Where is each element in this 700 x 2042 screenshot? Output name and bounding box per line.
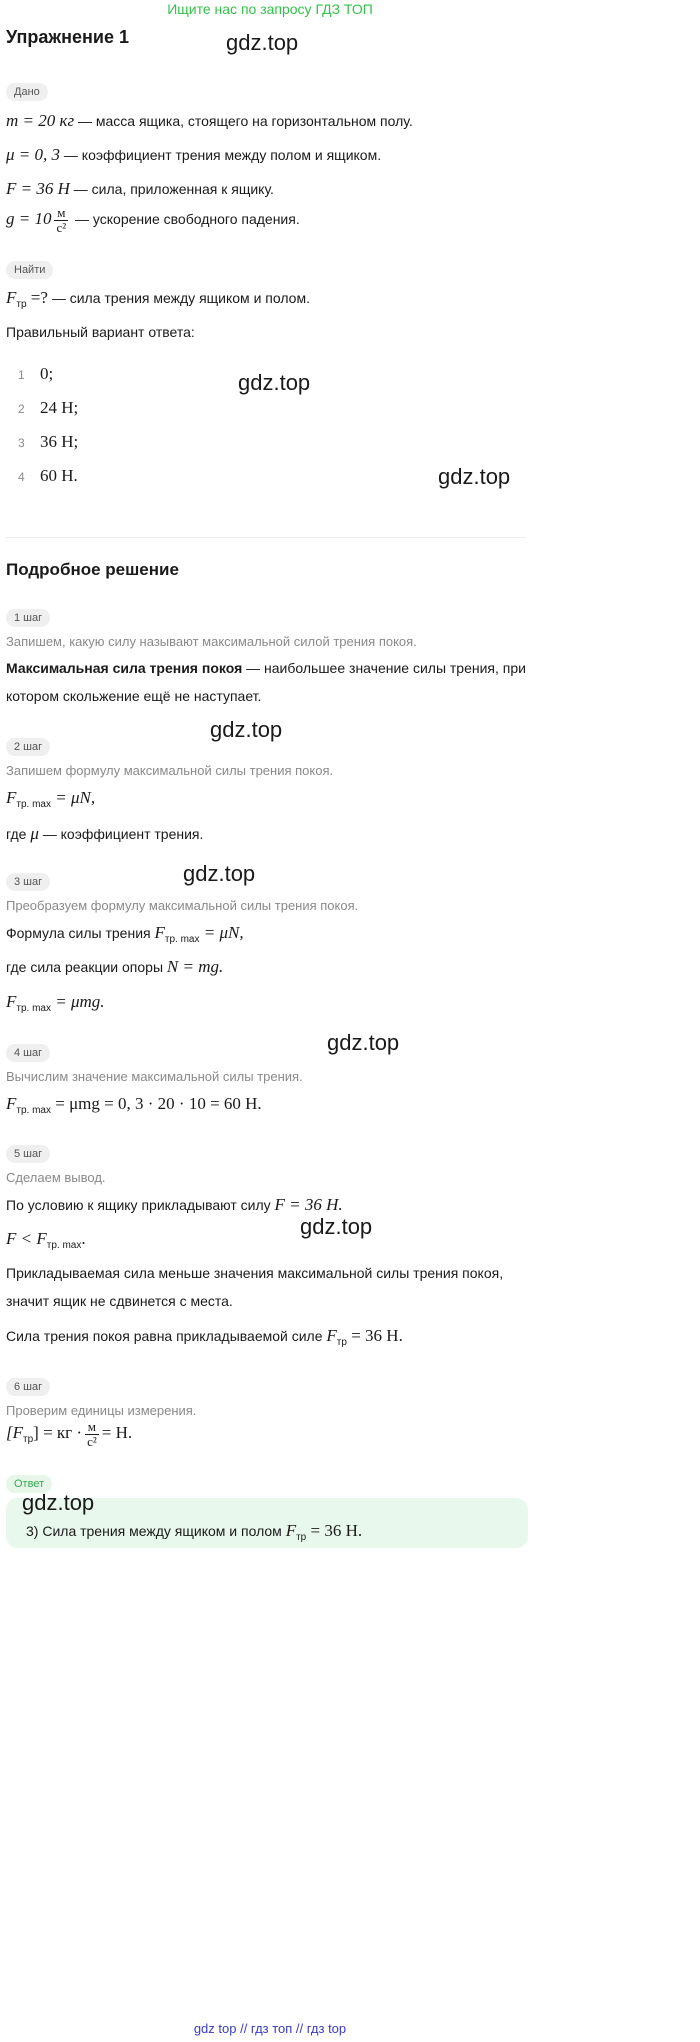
formula-subscript: тр. max: [16, 798, 51, 810]
formula-symbol: F: [154, 923, 165, 942]
footer-links[interactable]: gdz top // гдз топ // гдз top: [193, 2021, 347, 2036]
formula-subscript: тр: [296, 1531, 307, 1543]
unit-fraction: [85, 1420, 99, 1449]
answer-prefix: 3) Сила трения между ящиком и полом: [26, 1523, 286, 1539]
step-pill-label: 1 шаг: [6, 609, 50, 627]
given-formula: μ = 0, 3: [6, 145, 61, 164]
formula-symbol: F: [285, 1521, 297, 1540]
option-text: 24 Н;: [40, 398, 79, 417]
given-item-force: [6, 179, 274, 199]
solution-title: Подробное решение: [6, 560, 179, 579]
step-4-pill: [6, 1043, 50, 1062]
formula-subscript: тр. max: [46, 1239, 82, 1251]
watermark: gdz.top: [183, 861, 256, 886]
page-title: Упражнение 1: [6, 27, 129, 47]
step-2-pill: [6, 737, 50, 756]
watermark: gdz.top: [438, 464, 511, 489]
step-3-pill: [6, 872, 50, 891]
formula-rest: = μmg.: [50, 992, 105, 1011]
step-note: Сделаем вывод.: [6, 1170, 106, 1185]
formula-symbol: F: [6, 788, 17, 807]
option-text: 36 Н;: [40, 432, 79, 451]
option-number: 4: [18, 470, 25, 484]
option-item[interactable]: [18, 364, 53, 384]
given-text: — коэффициент трения между полом и ящиком.: [60, 147, 382, 163]
step-note: Преобразуем формулу максимальной силы трения покоя.: [6, 898, 359, 913]
formula-subscript: тр: [336, 1336, 347, 1348]
given-item-gravity: [6, 206, 300, 235]
step-3-line3: [6, 992, 105, 1014]
formula-mid: ] = кг ·: [33, 1423, 83, 1443]
answer-pill-label: Ответ: [6, 1475, 52, 1493]
step-5-line5: [6, 1326, 403, 1348]
watermark: gdz.top: [22, 1490, 95, 1515]
formula-rest: = μmg = 0, 3 · 20 · 10 = 60 Н.: [50, 1094, 262, 1113]
find-rest: =?: [26, 288, 48, 307]
formula: N = mg.: [166, 957, 224, 976]
step-5-line3: Прикладываемая сила меньше значения максимальной силы трения покоя,: [6, 1265, 504, 1281]
step-pill-label: 3 шаг: [6, 873, 50, 891]
find-subscript: тр: [16, 298, 27, 310]
fraction-numerator: м: [85, 1420, 99, 1435]
line-prefix: где сила реакции опоры: [6, 959, 167, 975]
step-pill-label: 5 шаг: [6, 1145, 50, 1163]
watermark: gdz.top: [327, 1030, 400, 1055]
find-text: — сила трения между ящиком и полом.: [47, 290, 310, 306]
definition-text: — наибольшее значение силы трения, при: [242, 660, 526, 676]
given-text: — сила, приложенная к ящику.: [69, 181, 274, 197]
formula-subscript: тр: [23, 1434, 34, 1445]
formula: F < F: [6, 1229, 47, 1248]
step-3-line2: [6, 957, 223, 977]
formula-subscript: тр. max: [164, 933, 200, 945]
formula-prefix: [F: [6, 1423, 23, 1443]
options-label: Правильный вариант ответа:: [6, 324, 195, 340]
step-5-line1: [6, 1195, 343, 1215]
step-1-definition-cont: котором скольжение ещё не наступает.: [6, 688, 262, 704]
where-prefix: где: [6, 826, 31, 842]
watermark: gdz.top: [300, 1214, 373, 1239]
unit-fraction: [54, 206, 68, 235]
step-5-pill: [6, 1144, 50, 1163]
line-prefix: Сила трения покоя равна прикладываемой силе: [6, 1328, 327, 1344]
formula-rest: = 36 Н.: [306, 1521, 363, 1540]
where-symbol: μ: [30, 824, 39, 843]
step-1-pill: [6, 608, 50, 627]
given-item-mass: [6, 111, 413, 131]
find-symbol: F: [6, 288, 17, 307]
watermark: gdz.top: [210, 717, 283, 742]
option-number: 2: [18, 402, 25, 416]
given-item-mu: [6, 145, 381, 165]
option-number: 3: [18, 436, 25, 450]
given-pill: [6, 82, 48, 101]
formula: F = 36 Н.: [274, 1195, 343, 1214]
formula-rest: = μN,: [50, 788, 96, 807]
step-note: Проверим единицы измерения.: [6, 1403, 197, 1418]
given-formula: m = 20 кг: [6, 111, 75, 130]
step-3-line1: [6, 923, 244, 945]
given-pill-label: Дано: [6, 83, 48, 101]
given-text: — масса ящика, стоящего на горизонтальном полу.: [74, 113, 413, 129]
formula-rest: .: [81, 1229, 86, 1248]
answer-text: [26, 1521, 362, 1543]
step-note: Запишем формулу максимальной силы трения покоя.: [6, 763, 334, 778]
watermark: gdz.top: [238, 370, 311, 395]
step-6-formula: [6, 1420, 132, 1449]
definition-term: Максимальная сила трения покоя: [6, 660, 243, 676]
option-item[interactable]: [18, 398, 78, 418]
step-5-line4: значит ящик не сдвинется с места.: [6, 1293, 233, 1309]
find-pill: [6, 260, 53, 279]
step-note: Запишем, какую силу называют максимальной силой трения покоя.: [6, 634, 417, 649]
option-item[interactable]: [18, 466, 78, 486]
option-text: 60 Н.: [40, 466, 78, 485]
step-6-pill: [6, 1377, 50, 1396]
fraction-denominator: с²: [56, 220, 67, 235]
line-prefix: Формула силы трения: [6, 925, 155, 941]
top-banner[interactable]: Ищите нас по запросу ГДЗ ТОП: [167, 1, 373, 17]
find-pill-label: Найти: [6, 261, 53, 279]
line-prefix: По условию к ящику прикладывают силу: [6, 1197, 275, 1213]
formula-subscript: тр. max: [16, 1104, 51, 1116]
fraction-denominator: с²: [87, 1434, 97, 1449]
step-pill-label: 4 шаг: [6, 1044, 50, 1062]
given-text: — ускорение свободного падения.: [71, 211, 300, 228]
fraction-numerator: м: [54, 206, 68, 221]
formula-symbol: F: [6, 992, 17, 1011]
step-5-line2: [6, 1229, 86, 1251]
given-formula: g = 10: [6, 209, 52, 229]
formula-rest: = μN,: [199, 923, 244, 942]
step-2-where: [6, 824, 203, 844]
step-pill-label: 6 шаг: [6, 1378, 50, 1396]
step-4-formula: [6, 1094, 262, 1116]
find-item: [6, 288, 310, 310]
formula-subscript: тр. max: [16, 1002, 51, 1014]
formula-symbol: F: [6, 1094, 17, 1113]
section-divider: [6, 537, 526, 538]
step-2-formula: [6, 788, 95, 810]
formula-symbol: F: [326, 1326, 337, 1345]
option-item[interactable]: [18, 432, 78, 452]
watermark: gdz.top: [226, 30, 299, 55]
step-1-definition: [6, 660, 526, 676]
step-note: Вычислим значение максимальной силы трения.: [6, 1069, 303, 1084]
formula-rest: = 36 Н.: [346, 1326, 403, 1345]
option-number: 1: [18, 368, 25, 382]
given-formula: F = 36 Н: [6, 179, 70, 198]
where-text: — коэффициент трения.: [38, 826, 204, 842]
formula-post: = Н.: [101, 1423, 133, 1443]
option-text: 0;: [40, 364, 54, 383]
step-pill-label: 2 шаг: [6, 738, 50, 756]
